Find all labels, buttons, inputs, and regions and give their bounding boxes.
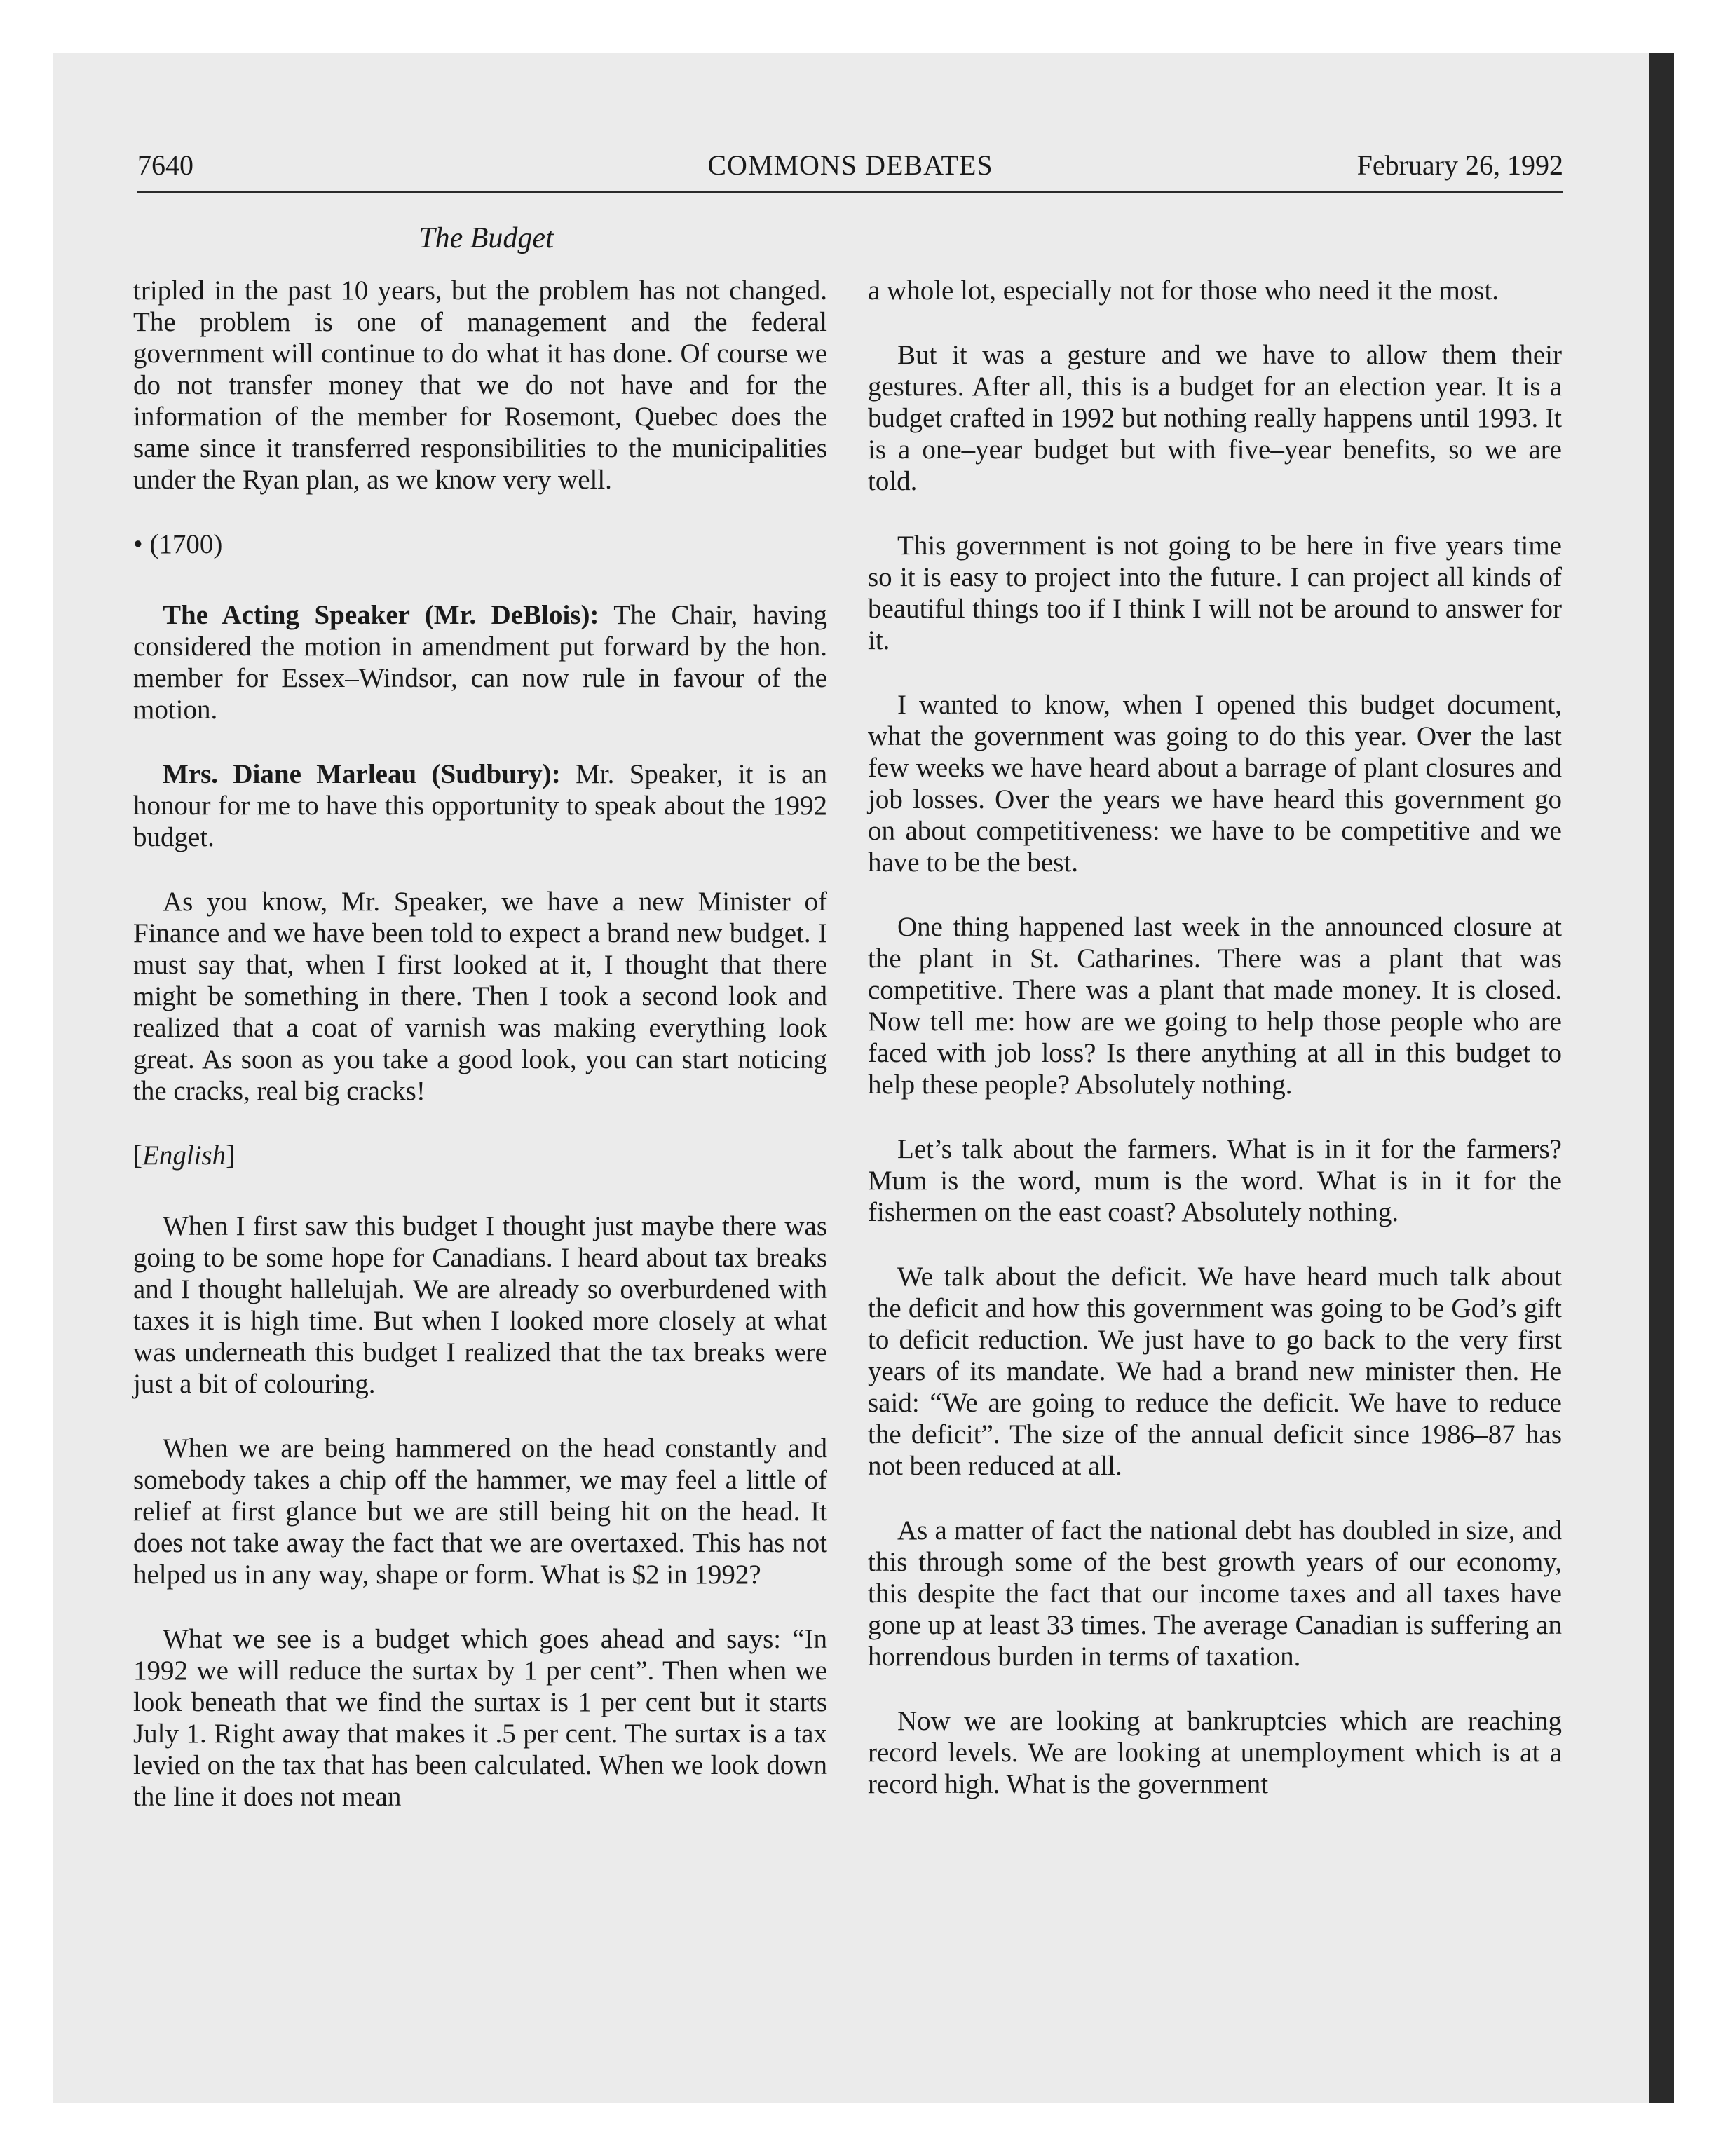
paragraph: Now we are looking at bankruptcies which are reaching record levels. We are looking at unemployment which is at a record high. What is the government bbox=[868, 1706, 1562, 1799]
speech-text: Mr. Speaker, it is an honour for me to have this opportunity to speak about the 1992 budget. bbox=[133, 759, 827, 852]
right-column bbox=[868, 275, 1562, 1833]
paragraph: As a matter of fact the national debt has doubled in size, and this through some of the best growth years of our economy, this despite the fact that our income taxes and all taxes have gone up at least 33 times. The average Canadian is suffering an horrendous burden in terms of taxation. bbox=[868, 1515, 1562, 1672]
language-marker: [English] bbox=[133, 1140, 236, 1171]
paragraph: What we see is a budget which goes ahead and says: “In 1992 we will reduce the surtax by 1 per cent”. Then when we look beneath that we find the surtax is 1 per cent but it starts July 1. Right away that makes it .5 per cent. The surtax is a tax levied on the tax that has been calculated. When we look down the line it does not mean bbox=[133, 1624, 827, 1812]
paragraph: I wanted to know, when I opened this budget document, what the government was going to do this year. Over the last few weeks we have heard about a barrage of plant closures and job losses. Over the years we have heard this government go on about competitiveness: we have to be competitive and we have to be the best. bbox=[868, 690, 1562, 878]
time-marker: • (1700) bbox=[133, 529, 223, 559]
speaker-name: Mrs. Diane Marleau (Sudbury): bbox=[163, 759, 561, 789]
paragraph: Let’s talk about the farmers. What is in it for the farmers? Mum is the word, mum is the word. What is in it for the fishermen on the east coast? Absolutely nothing. bbox=[868, 1134, 1562, 1227]
speech-text: The Chair, having considered the motion in amendment put forward by the hon. member for Essex–Windsor, can now rule in favour of the motion. bbox=[133, 600, 827, 725]
language-label: English bbox=[142, 1140, 226, 1171]
paragraph-continuation: tripled in the past 10 years, but the problem has not changed. The problem is one of management and the federal government will continue to do what it has done. Of course we do not transfer money that we do not have and for the information of the member for Rosemont, Quebec does the same since it transferred responsibilities to the municipalities under the Ryan plan, as we know very well. bbox=[133, 275, 827, 495]
paragraph: When I first saw this budget I thought just maybe there was going to be some hope for Canadians. I heard about tax breaks and I thought hallelujah. We are already so overburdened with taxes it is high time. But when I looked more closely at what was underneath this budget I realized that the tax breaks were just a bit of colouring. bbox=[133, 1211, 827, 1399]
left-column bbox=[133, 275, 827, 1845]
publication-date: February 26, 1992 bbox=[1356, 149, 1563, 181]
publication-title: COMMONS DEBATES bbox=[707, 149, 993, 181]
paragraph: But it was a gesture and we have to allow them their gestures. After all, this is a budget for an election year. It is a budget crafted in 1992 but nothing really happens until 1993. It is a one–year budget but with five–year benefits, so we are told. bbox=[868, 340, 1562, 496]
speaker-name: The Acting Speaker (Mr. DeBlois): bbox=[163, 600, 599, 630]
paragraph: One thing happened last week in the announced closure at the plant in St. Catharines. There was a plant that was competitive. There was a plant that made money. It is closed. Now tell me: how are we going to help those people who are faced with job loss? Is there anything at all in this budget to help these people? Absolutely nothing. bbox=[868, 912, 1562, 1100]
section-title: The Budget bbox=[419, 222, 554, 254]
paragraph: As you know, Mr. Speaker, we have a new Minister of Finance and we have been told to expect a brand new budget. I must say that, when I first looked at it, I thought that there might be something in there. Then I took a second look and realized that a coat of varnish was making everything look great. As soon as you take a good look, you can start noticing the cracks, real big cracks! bbox=[133, 887, 827, 1106]
speech-paragraph bbox=[133, 758, 827, 853]
paragraph: We talk about the deficit. We have heard much talk about the deficit and how this government was going to be God’s gift to deficit reduction. We just have to go back to the very first years of its mandate. We had a brand new minister then. He said: “We are going to reduce the deficit. We have to reduce the deficit”. The size of the annual deficit since 1986–87 has not been reduced at all. bbox=[868, 1262, 1562, 1481]
paragraph-continuation: a whole lot, especially not for those who need it the most. bbox=[868, 275, 1499, 306]
speech-paragraph bbox=[133, 599, 827, 725]
paragraph: When we are being hammered on the head constantly and somebody takes a chip off the hammer, we may feel a little of relief at first glance but we are still being hit on the head. It does not take away the fact that we are overtaxed. This has not helped us in any way, shape or form. What is $2 in 1992? bbox=[133, 1433, 827, 1590]
page-header bbox=[137, 146, 1563, 193]
paragraph: This government is not going to be here in five years time so it is easy to project into the future. I can project all kinds of beautiful things too if I think I will not be around to answer for it. bbox=[868, 531, 1562, 655]
page-number: 7640 bbox=[137, 149, 193, 181]
